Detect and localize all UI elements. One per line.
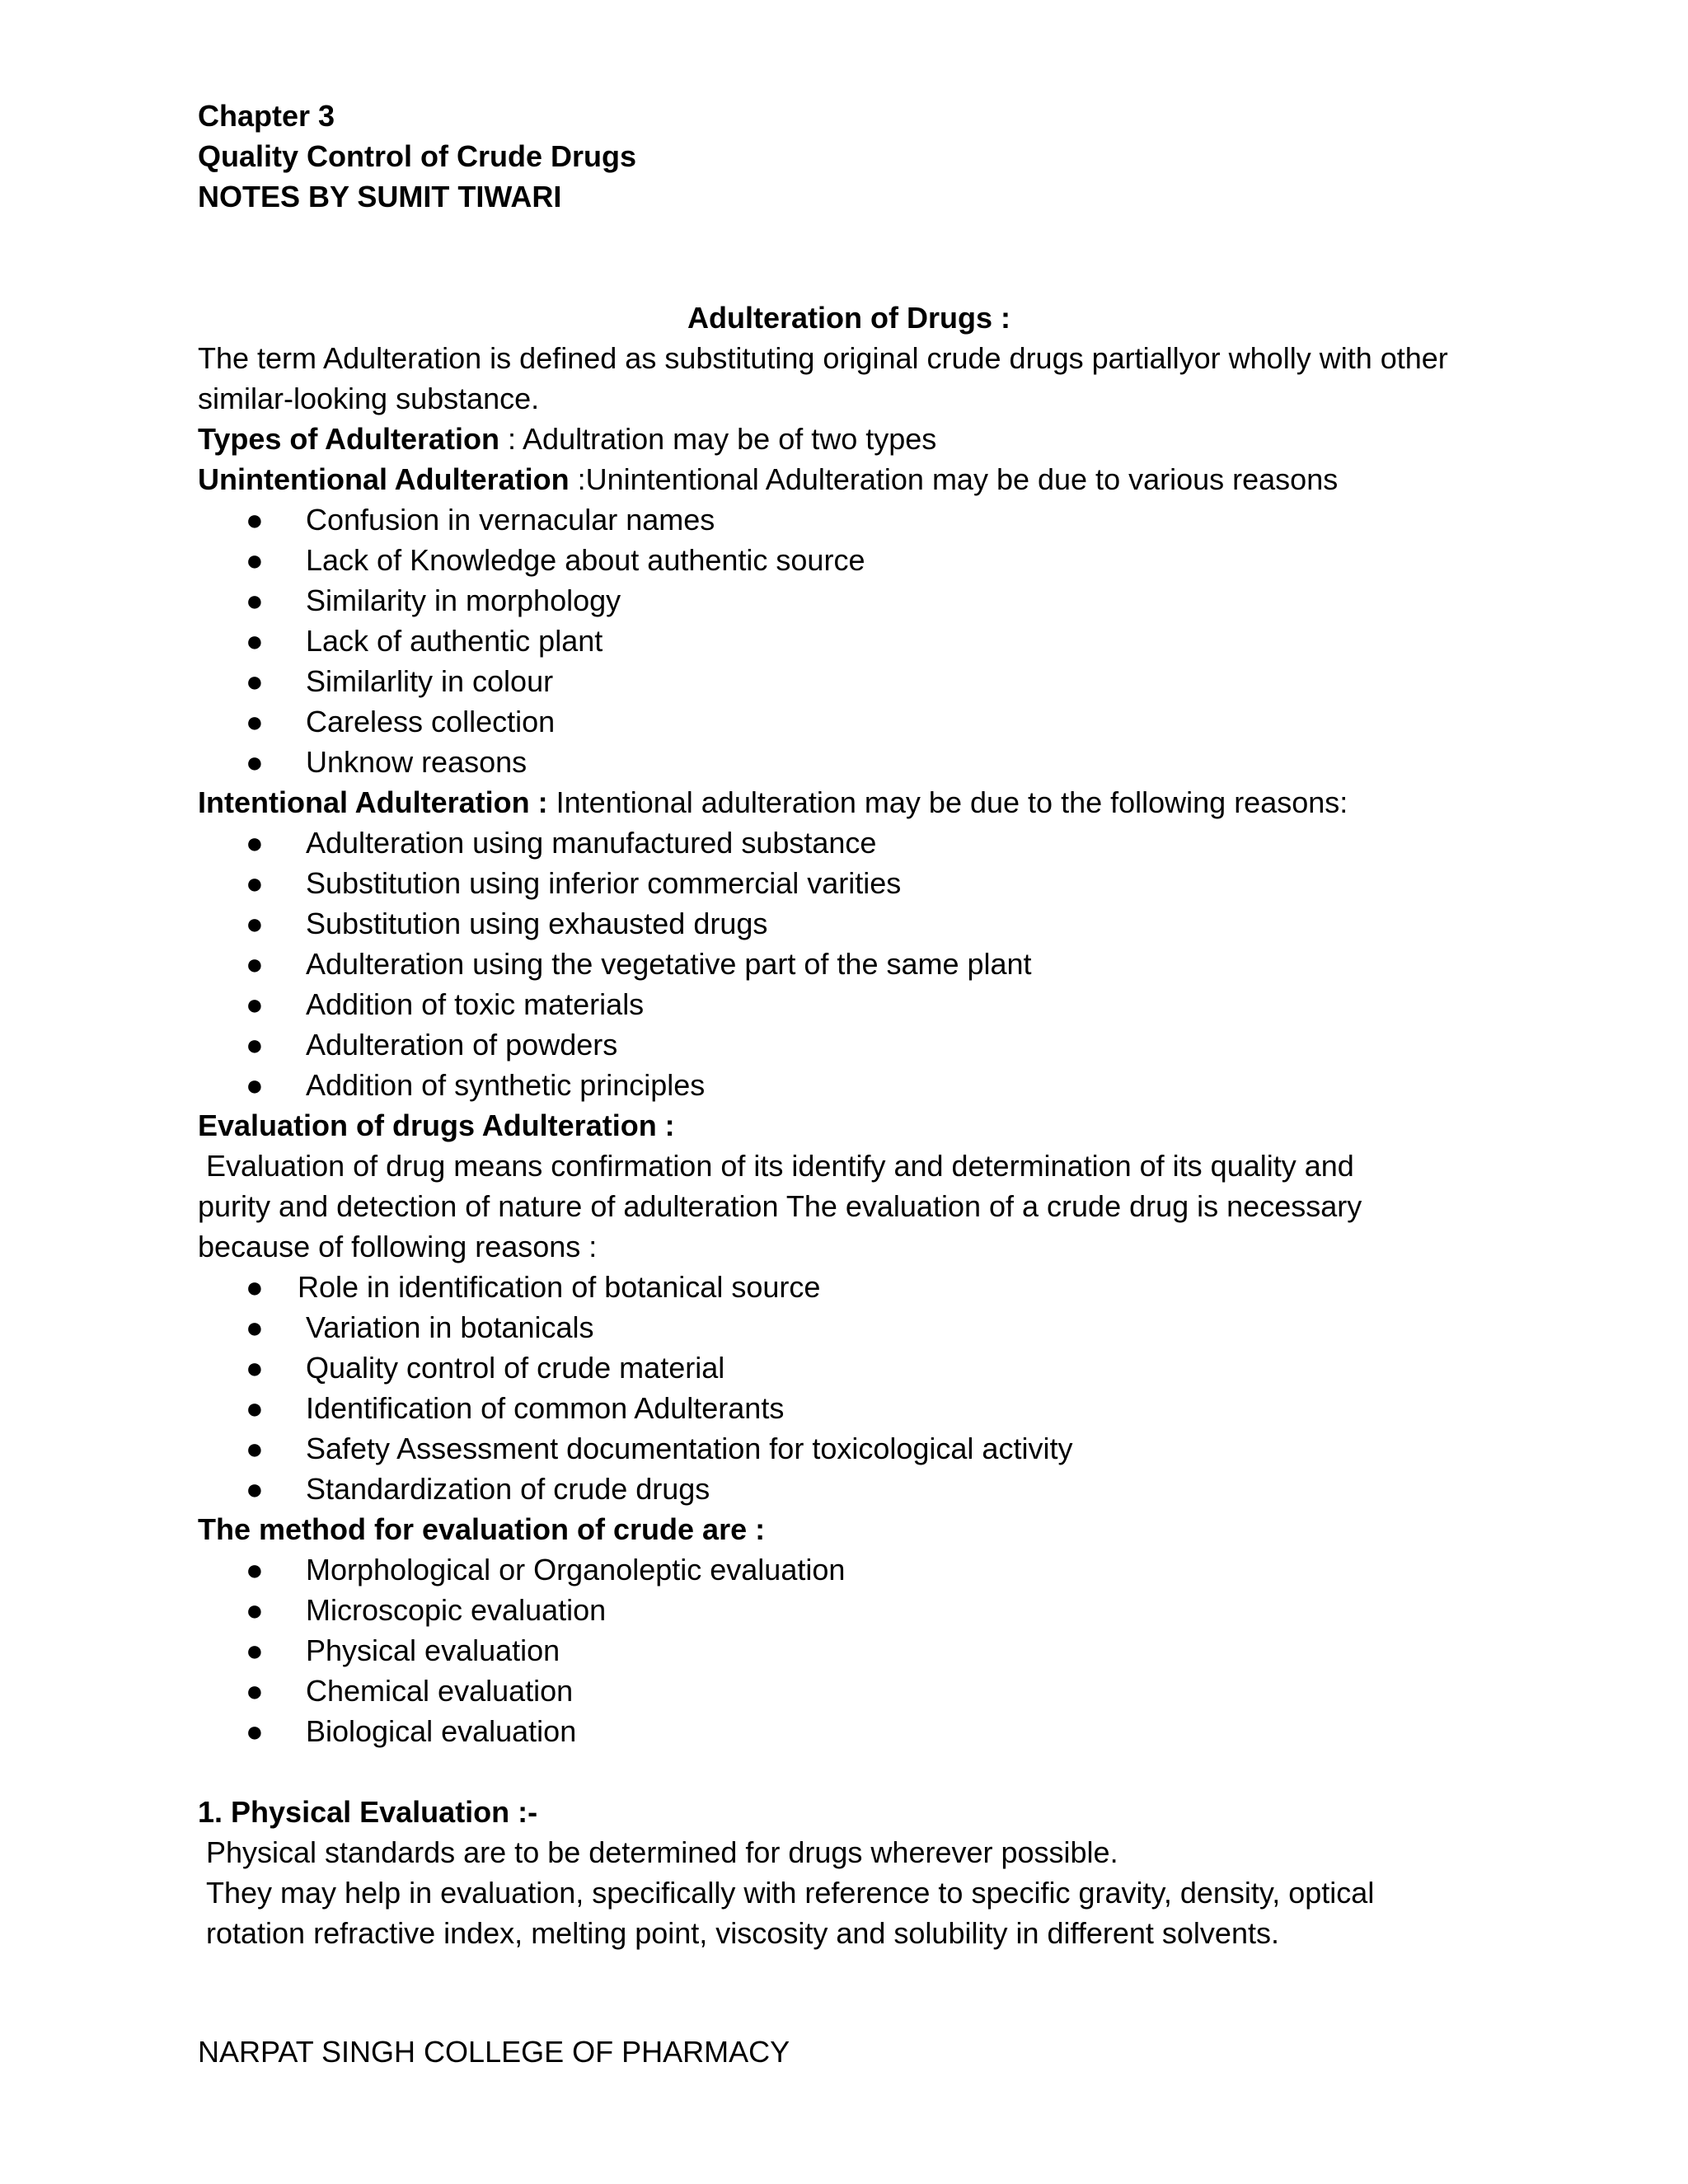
bullet-icon: ● (246, 745, 264, 779)
bullet-icon: ● (246, 1633, 264, 1667)
bullet-icon: ● (246, 1593, 264, 1627)
bullet-icon: ● (246, 1472, 264, 1506)
unintentional-label: Unintentional Adulteration (198, 462, 570, 496)
adulteration-heading: Adulteration of Drugs : (687, 301, 1010, 335)
bullet-icon: ● (246, 947, 264, 981)
list-item: ● Confusion in vernacular names (198, 499, 1500, 540)
intentional-adulteration (198, 782, 1500, 823)
intentional-list (198, 823, 1500, 1105)
evaluation-reasons-list (198, 1267, 1500, 1509)
document-page (198, 96, 1500, 1953)
types-text: : Adultration may be of two types (499, 422, 937, 456)
list-item: ● Careless collection (198, 701, 1500, 742)
bullet-icon: ● (246, 1432, 264, 1465)
evaluation-heading: Evaluation of drugs Adulteration : (198, 1108, 675, 1142)
list-item: ● Standardization of crude drugs (198, 1469, 1500, 1509)
bullet-icon: ● (246, 1028, 264, 1062)
list-item: ● Similarlity in colour (198, 661, 1500, 701)
bullet-icon: ● (246, 624, 264, 658)
bullet-icon: ● (246, 1674, 264, 1708)
list-item: ● Microscopic evaluation (198, 1590, 1500, 1630)
bullet-icon: ● (246, 866, 264, 900)
spacer (198, 217, 1500, 298)
unintentional-list (198, 499, 1500, 782)
list-item: ● Addition of toxic materials (198, 984, 1500, 1024)
list-item: ● Biological evaluation (198, 1711, 1500, 1751)
list-item: ● Quality control of crude material (198, 1347, 1500, 1388)
list-item: ● Adulteration using manufactured substance (198, 823, 1500, 863)
bullet-icon: ● (246, 1068, 264, 1102)
bullet-icon: ● (246, 543, 264, 577)
physical-evaluation-line-3: rotation refractive index, melting point, viscosity and solubility in different solvents. (206, 1916, 1279, 1950)
bullet-icon: ● (246, 503, 264, 537)
list-item: ● Physical evaluation (198, 1630, 1500, 1671)
intentional-text: Intentional adulteration may be due to the following reasons: (547, 785, 1348, 819)
bullet-icon: ● (246, 907, 264, 940)
bullet-icon: ● (246, 705, 264, 738)
unintentional-adulteration (198, 459, 1500, 499)
method-heading: The method for evaluation of crude are : (198, 1512, 766, 1546)
bullet-icon: ● (246, 1310, 264, 1344)
bullet-icon: ● (246, 1351, 264, 1385)
list-item: ● Adulteration using the vegetative part of the same plant (198, 944, 1500, 984)
bullet-icon: ● (246, 583, 264, 617)
chapter-number: Chapter 3 (198, 99, 335, 133)
evaluation-paragraph-line-1: Evaluation of drug means confirmation of its identify and determination of its quality and (198, 1149, 1354, 1183)
unintentional-text: :Unintentional Adulteration may be due to various reasons (569, 462, 1339, 496)
page-footer: NARPAT SINGH COLLEGE OF PHARMACY (198, 2035, 790, 2069)
list-item: ● Identification of common Adulterants (198, 1388, 1500, 1428)
bullet-icon: ● (246, 664, 264, 698)
list-item: ● Chemical evaluation (198, 1671, 1500, 1711)
bullet-icon: ● (246, 1553, 264, 1586)
list-item: ● Similarity in morphology (198, 580, 1500, 621)
methods-list (198, 1549, 1500, 1751)
list-item: ● Unknow reasons (198, 742, 1500, 782)
list-item: ● Role in identification of botanical source (198, 1267, 1500, 1307)
bullet-icon: ● (246, 1714, 264, 1748)
list-item: ● Substitution using inferior commercial varities (198, 863, 1500, 903)
list-item: ● Adulteration of powders (198, 1024, 1500, 1065)
types-of-adulteration (198, 419, 1500, 459)
list-item: ● Substitution using exhausted drugs (198, 903, 1500, 944)
chapter-title: Quality Control of Crude Drugs (198, 139, 637, 173)
spacer (198, 1751, 1500, 1792)
list-item: ● Variation in botanicals (198, 1307, 1500, 1347)
list-item: ● Morphological or Organoleptic evaluation (198, 1549, 1500, 1590)
list-item: ● Lack of Knowledge about authentic source (198, 540, 1500, 580)
evaluation-paragraph-line-3: because of following reasons : (198, 1230, 598, 1263)
physical-evaluation-line-2: They may help in evaluation, specifically with reference to specific gravity, density, optical (206, 1876, 1375, 1910)
list-item: ● Addition of synthetic principles (198, 1065, 1500, 1105)
list-item: ● Lack of authentic plant (198, 621, 1500, 661)
bullet-icon: ● (246, 1391, 264, 1425)
intentional-label: Intentional Adulteration : (198, 785, 548, 819)
types-label: Types of Adulteration (198, 422, 500, 456)
evaluation-paragraph-line-2: purity and detection of nature of adulteration The evaluation of a crude drug is necessary (198, 1189, 1362, 1223)
bullet-icon: ● (246, 826, 264, 860)
author-line: NOTES BY SUMIT TIWARI (198, 180, 562, 213)
physical-evaluation-line-1: Physical standards are to be determined for drugs wherever possible. (206, 1835, 1118, 1869)
list-item: ● Safety Assessment documentation for toxicological activity (198, 1428, 1500, 1469)
physical-evaluation-heading: 1. Physical Evaluation :- (198, 1795, 538, 1829)
bullet-icon: ● (246, 1270, 264, 1304)
bullet-icon: ● (246, 987, 264, 1021)
adulteration-definition-line-1: The term Adulteration is defined as substituting original crude drugs partiallyor wholly with other (198, 341, 1448, 375)
adulteration-definition-line-2: similar-looking substance. (198, 382, 540, 415)
